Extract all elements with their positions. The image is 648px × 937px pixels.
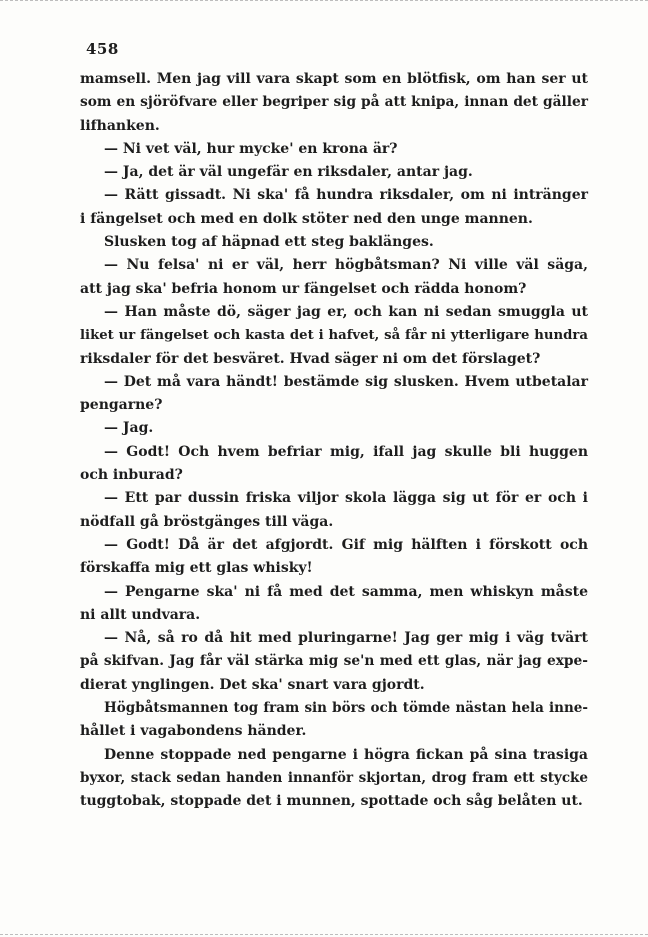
text-line: — Det må vara händt! bestämde sig slusken. Hvem utbetalar — [104, 373, 588, 390]
text-line: — Han måste dö, säger jag er, och kan ni sedan smuggla ut — [104, 303, 588, 320]
text-line: — Godt! Och hvem befriar mig, ifall jag skulle bli huggen — [104, 443, 588, 460]
text-line: riksdaler för det besväret. Hvad säger ni om det förslaget? — [80, 350, 541, 367]
text-line: tuggtobak, stoppade det i munnen, spottade och såg belåten ut. — [80, 793, 583, 810]
text-line: mamsell. Men jag vill vara skapt som en blötfisk, om han ser ut — [80, 71, 588, 87]
text-line: nödfall gå bröstgänges till väga. — [80, 513, 334, 530]
text-line: Denne stoppade ned pengarne i högra fickan på sina trasiga — [104, 746, 588, 763]
text-line: ni allt undvara. — [80, 606, 201, 623]
text-line: på skifvan. Jag får väl stärka mig se'n med ett glas, när jag expe- — [80, 653, 588, 670]
text-line: byxor, stack sedan handen innanför skjortan, drog fram ett stycke — [80, 769, 588, 786]
text-line: förskaffa mig ett glas whisky! — [80, 560, 313, 577]
body-text — [80, 68, 588, 814]
text-line: — Jag. — [104, 420, 154, 437]
text-line: och inburad? — [80, 467, 183, 484]
text-line: liket ur fängelset och kasta det i hafvet, så får ni ytterligare hundra — [80, 328, 588, 344]
text-line: — Pengarne ska' ni få med det samma, men whiskyn måste — [104, 583, 588, 600]
text-line: — Rätt gissadt. Ni ska' få hundra riksdaler, om ni intränger — [104, 187, 588, 204]
text-line: pengarne? — [80, 397, 163, 414]
text-line: — Godt! Då är det afgjordt. Gif mig hälften i förskott och — [104, 536, 588, 553]
text-line: att jag ska' befria honom ur fängelset och rädda honom? — [80, 280, 527, 297]
text-line: som en sjöröfvare eller begriper sig på att knipa, innan det gäller — [80, 94, 588, 111]
text-line: hållet i vagabondens händer. — [80, 723, 307, 740]
text-line: — Ni vet väl, hur mycke' en krona är? — [104, 140, 398, 157]
top-scan-edge — [0, 0, 648, 3]
text-line: Högbåtsmannen tog fram sin börs och tömde nästan hela inne- — [104, 700, 588, 717]
text-line: — Ett par dussin friska viljor skola lägga sig ut för er och i — [104, 490, 588, 507]
text-line: Slusken tog af häpnad ett steg baklänges. — [104, 234, 434, 251]
text-line: i fängelset och med en dolk stöter ned den unge mannen. — [80, 210, 533, 227]
text-line: — Nu felsa' ni er väl, herr högbåtsman? Ni ville väl säga, — [104, 257, 588, 274]
text-line: lifhanken. — [80, 117, 160, 134]
text-line: dierat ynglingen. Det ska' snart vara gjordt. — [80, 676, 425, 693]
text-line: — Nå, så ro då hit med pluringarne! Jag ger mig i väg tvärt — [104, 630, 588, 647]
page-number: 458 — [86, 40, 119, 58]
text-line: — Ja, det är väl ungefär en riksdaler, antar jag. — [104, 164, 473, 181]
